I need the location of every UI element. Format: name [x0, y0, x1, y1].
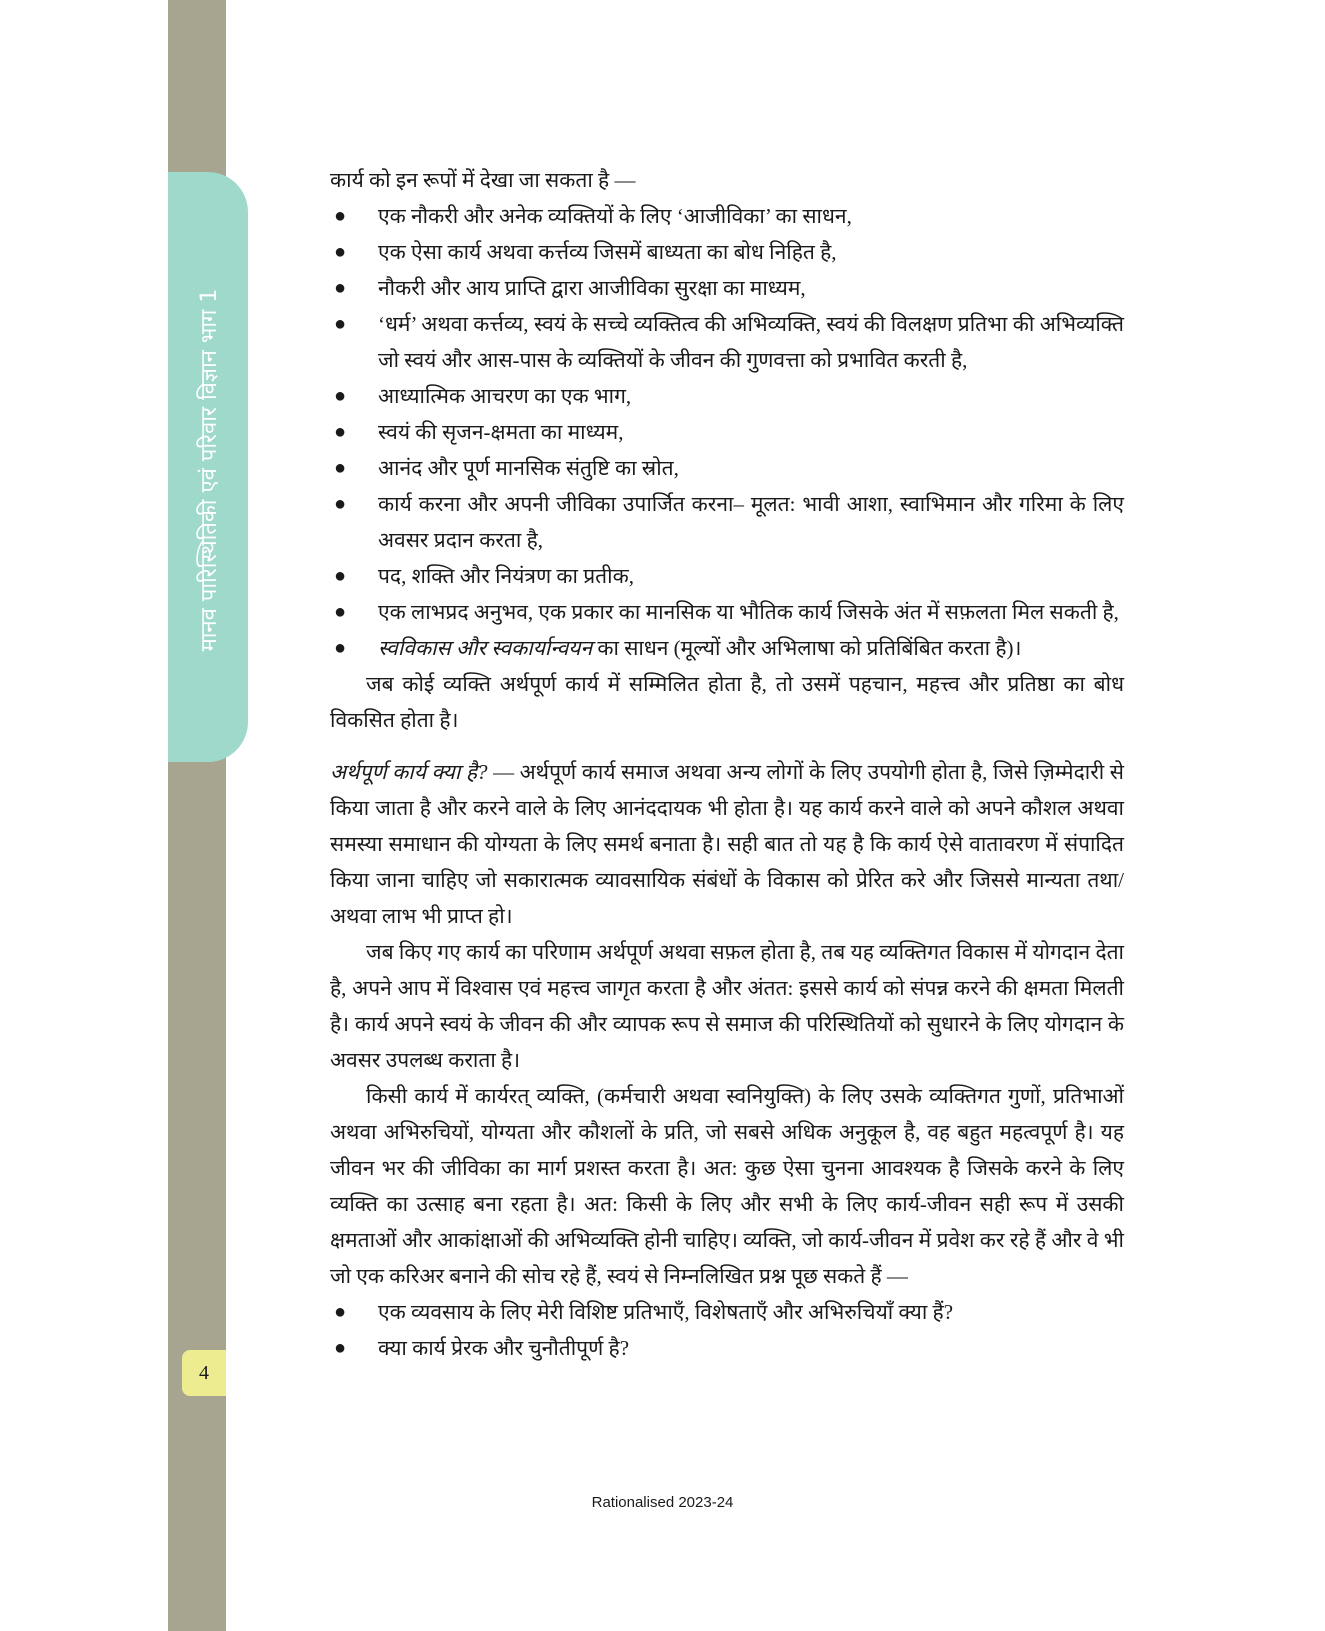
- bullet-icon: ●: [334, 385, 347, 407]
- bullet-icon: ●: [334, 277, 347, 299]
- list-item-text: का साधन (मूल्यों और अभिलाषा को प्रतिबिंबित करता है)।: [592, 636, 1022, 660]
- list-item-text: क्या कार्य प्रेरक और चुनौतीपूर्ण है?: [378, 1336, 630, 1360]
- list-item-text: कार्य करना और अपनी जीविका उपार्जित करना– मूलत: भावी आशा, स्वाभिमान और गरिमा के लिए अवसर प्रदान करता है,: [378, 492, 1124, 552]
- paragraph-identity: जब कोई व्यक्ति अर्थपूर्ण कार्य में सम्मिलित होता है, तो उसमें पहचान, महत्त्व और प्रतिष्ठा का बोध विकसित होता है।: [330, 672, 1124, 732]
- list-item-text: स्वयं की सृजन-क्षमता का माध्यम,: [378, 420, 624, 444]
- paragraph-text: — अर्थपूर्ण कार्य समाज अथवा अन्य लोगों के लिए उपयोगी होता है, जिसे ज़िम्मेदारी से किया जाता है और करने वाले के लिए आनंददायक भी होता है। यह कार्य करने वाले को अपने कौशल अथवा समस्या समाधान की योग्यता के लिए समर्थ बनाता है। सही बात तो यह है कि कार्य ऐसे वातावरण में संपादित किया जाना चाहिए जो सकारात्मक व्यावसायिक संबंधों के विकास को प्रेरित करे और जिससे मान्यता तथा/अथवा लाभ भी प्राप्त हो।: [330, 760, 1124, 928]
- page-content: [330, 162, 1124, 1366]
- list-item-text: एक ऐसा कार्य अथवा कर्त्तव्य जिसमें बाध्यता का बोध निहित है,: [378, 240, 837, 264]
- bullet-icon: ●: [334, 601, 347, 623]
- list-item: [330, 306, 1124, 378]
- bullet-icon: ●: [334, 313, 347, 335]
- list-item: [330, 198, 1124, 234]
- list-item: [330, 558, 1124, 594]
- list-item-text: ‘धर्म’ अथवा कर्त्तव्य, स्वयं के सच्चे व्यक्तित्व की अभिव्यक्ति, स्वयं की विलक्षण प्रतिभा की अभिव्यक्ति जो स्वयं और आस-पास के व्यक्तियों के जीवन की गुणवत्ता को प्रभावित करती है,: [378, 312, 1124, 372]
- list-item-text: पद, शक्ति और नियंत्रण का प्रतीक,: [378, 564, 634, 588]
- list-item: [330, 630, 1124, 666]
- paragraph-career: किसी कार्य में कार्यरत् व्यक्ति, (कर्मचारी अथवा स्वनियुक्ति) के लिए उसके व्यक्तिगत गुणों, प्रतिभाओं अथवा अभिरुचियों, योग्यता और कौशलों के प्रति, जो सबसे अधिक अनुकूल है, वह बहुत महत्वपूर्ण है। यह जीवन भर की जीविका का मार्ग प्रशस्त करता है। अत: कुछ ऐसा चुनना आवश्यक है जिसके करने के लिए व्यक्ति का उत्साह बना रहता है। अत: किसी के लिए और सभी के लिए कार्य-जीवन सही रूप में उसकी क्षमताओं और आकांक्षाओं की अभिव्यक्ति होनी चाहिए। व्यक्ति, जो कार्य-जीवन में प्रवेश कर रहे हैं और वे भी जो एक करिअर बनाने की सोच रहे हैं, स्वयं से निम्नलिखित प्रश्न पूछ सकते हैं —: [330, 1084, 1124, 1288]
- work-forms-list: [330, 198, 1124, 666]
- paragraph-meaningful-work: [330, 754, 1124, 934]
- bullet-icon: ●: [334, 1337, 347, 1359]
- list-item: [330, 1330, 1124, 1366]
- bullet-icon: ●: [334, 421, 347, 443]
- page-number: 4: [182, 1350, 226, 1396]
- emphasis-text: स्वविकास और स्वकार्यान्वयन: [378, 636, 593, 660]
- list-item-text: एक व्यवसाय के लिए मेरी विशिष्ट प्रतिभाएँ, विशेषताएँ और अभिरुचियाँ क्या हैं?: [378, 1300, 954, 1324]
- list-item: [330, 486, 1124, 558]
- subheading: अर्थपूर्ण कार्य क्या है?: [330, 760, 488, 784]
- running-title: मानव पारिस्थितिकी एवं परिवार विज्ञान भाग 1: [197, 288, 222, 652]
- list-item: [330, 414, 1124, 450]
- bullet-icon: ●: [334, 565, 347, 587]
- list-item: [330, 594, 1124, 630]
- list-item-text: एक लाभप्रद अनुभव, एक प्रकार का मानसिक या भौतिक कार्य जिसके अंत में सफ़लता मिल सकती है,: [378, 600, 1119, 624]
- list-item-text: एक नौकरी और अनेक व्यक्तियों के लिए ‘आजीविका’ का साधन,: [378, 204, 852, 228]
- intro-line: कार्य को इन रूपों में देखा जा सकता है —: [330, 168, 636, 192]
- questions-list: [330, 1294, 1124, 1366]
- list-item-text: आनंद और पूर्ण मानसिक संतुष्टि का स्रोत,: [378, 456, 679, 480]
- footer-note: Rationalised 2023-24: [591, 1494, 734, 1511]
- list-item: [330, 378, 1124, 414]
- list-item: [330, 234, 1124, 270]
- list-item-text: आध्यात्मिक आचरण का एक भाग,: [378, 384, 632, 408]
- bullet-icon: ●: [334, 457, 347, 479]
- list-item: [330, 450, 1124, 486]
- bullet-icon: ●: [334, 241, 347, 263]
- list-item: [330, 270, 1124, 306]
- bullet-icon: ●: [334, 1301, 347, 1323]
- bullet-icon: ●: [334, 493, 347, 515]
- list-item-text: नौकरी और आय प्राप्ति द्वारा आजीविका सुरक्षा का माध्यम,: [378, 276, 806, 300]
- bullet-icon: ●: [334, 637, 347, 659]
- bullet-icon: ●: [334, 205, 347, 227]
- paragraph-outcome: जब किए गए कार्य का परिणाम अर्थपूर्ण अथवा सफ़ल होता है, तब यह व्यक्तिगत विकास में योगदान देता है, अपने आप में विश्वास एवं महत्त्व जागृत करता है और अंतत: इससे कार्य को संपन्न करने की क्षमता मिलती है। कार्य अपने स्वयं के जीवन की और व्यापक रूप से समाज की परिस्थितियों को सुधारने के लिए योगदान के अवसर उपलब्ध कराता है।: [330, 940, 1124, 1072]
- list-item: [330, 1294, 1124, 1330]
